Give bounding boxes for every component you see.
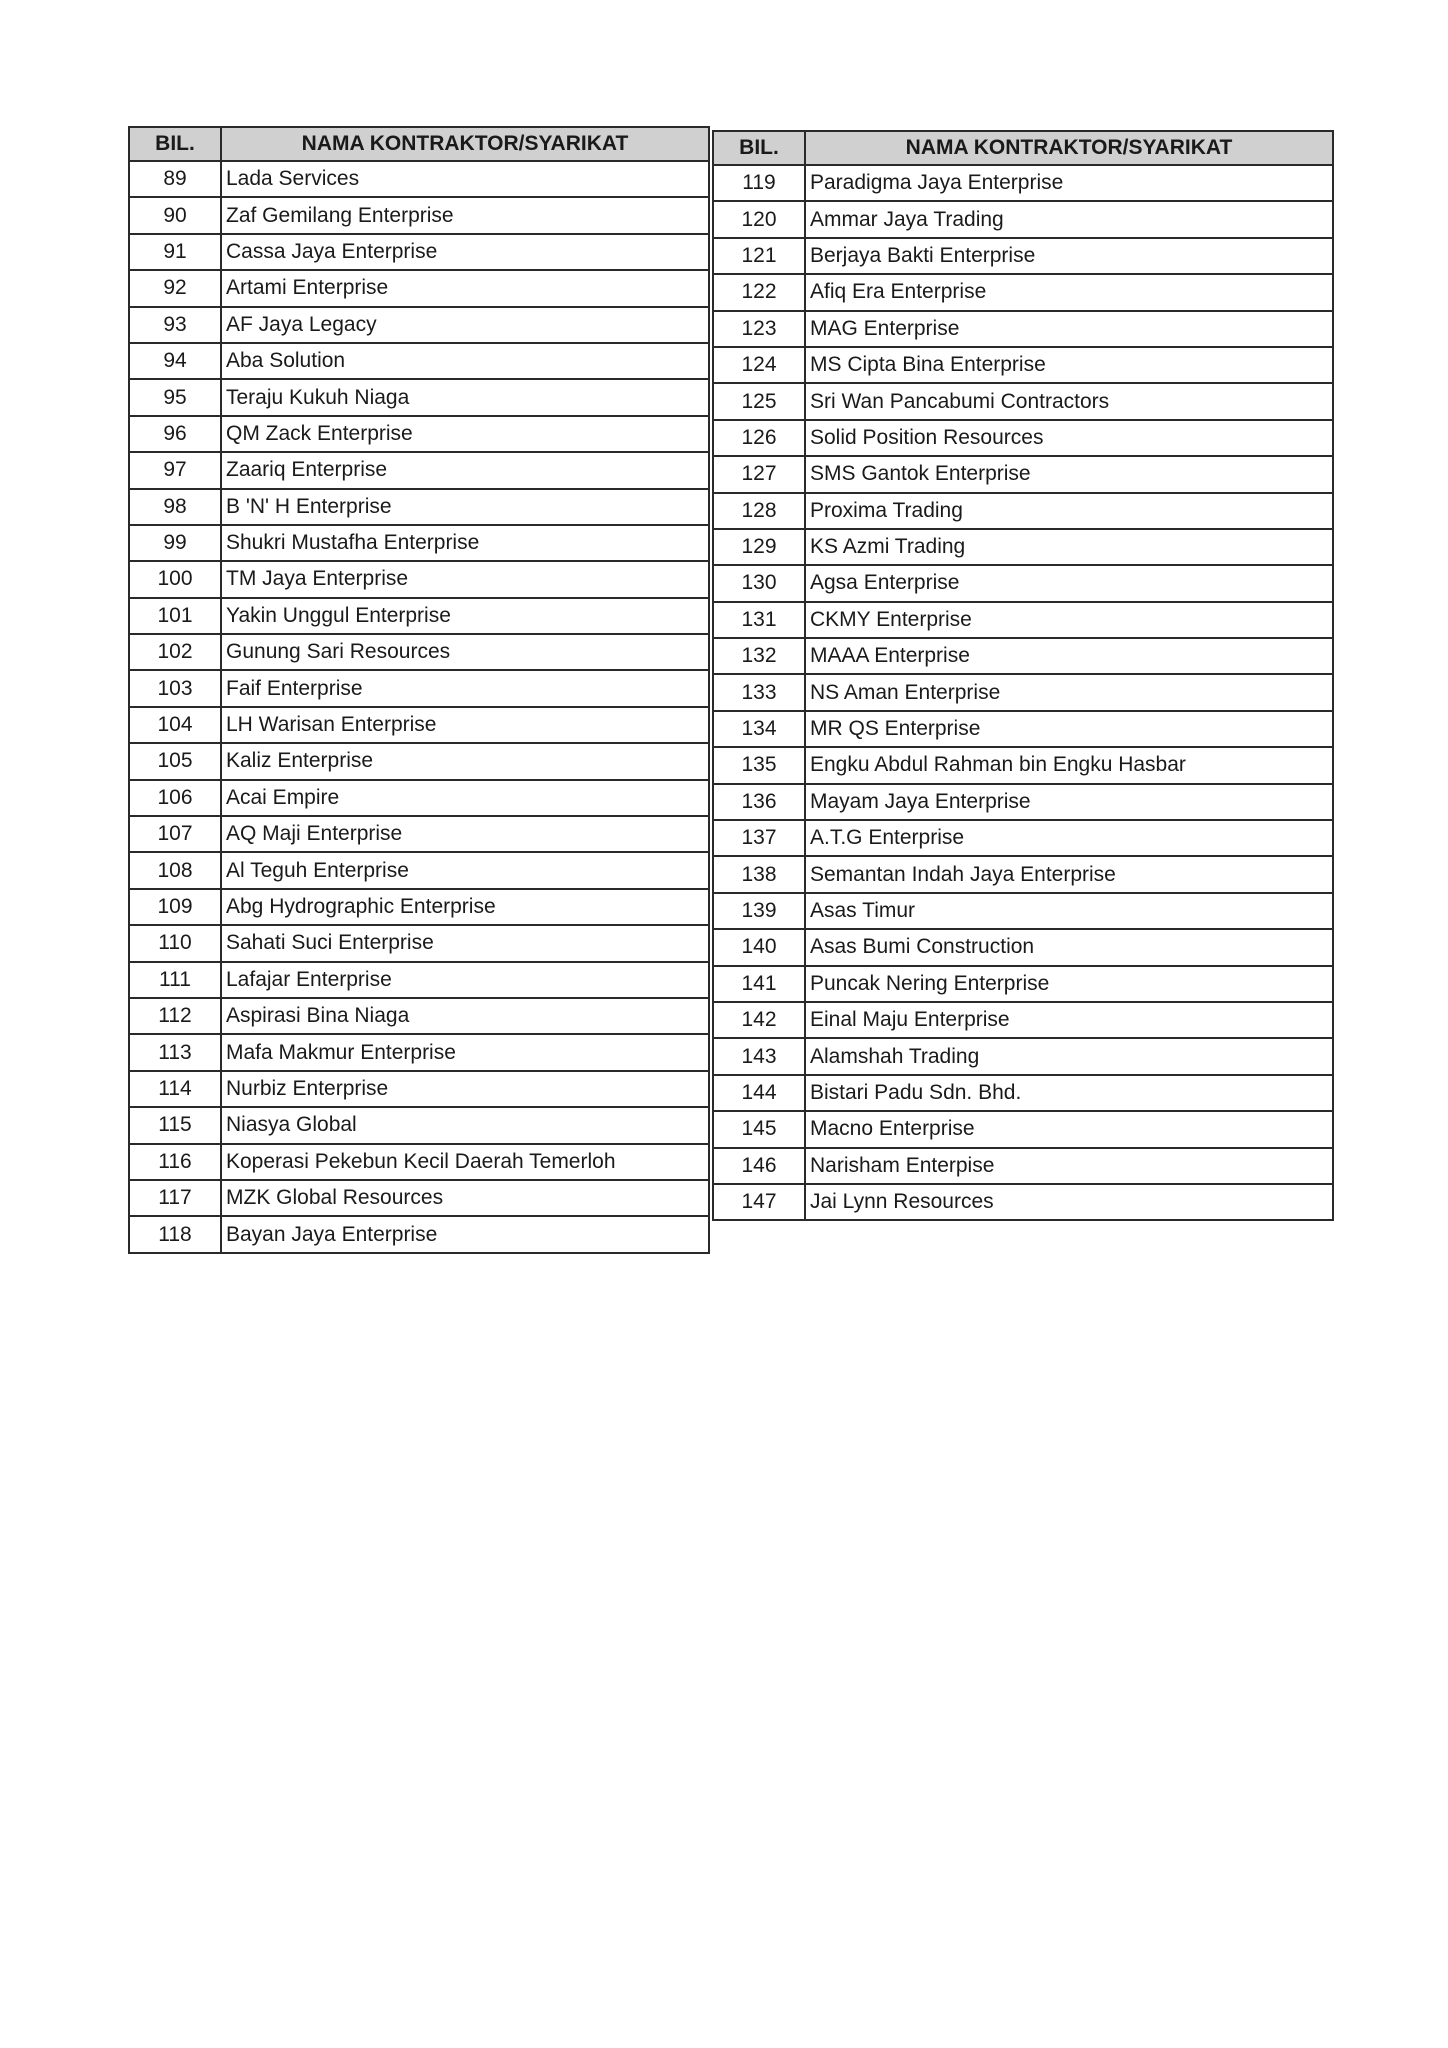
contractor-name: Lada Services	[221, 161, 709, 197]
contractor-table-left	[128, 126, 710, 1254]
contractor-name: Alamshah Trading	[805, 1038, 1333, 1074]
row-number: 102	[129, 634, 221, 670]
table-row	[713, 311, 1333, 347]
row-number: 130	[713, 565, 805, 601]
row-number: 116	[129, 1144, 221, 1180]
row-number: 132	[713, 638, 805, 674]
contractor-name: Faif Enterprise	[221, 670, 709, 706]
table-row	[129, 379, 709, 415]
contractor-name: Lafajar Enterprise	[221, 962, 709, 998]
row-number: 147	[713, 1184, 805, 1220]
table-body	[713, 165, 1333, 1220]
contractor-name: Abg Hydrographic Enterprise	[221, 889, 709, 925]
table-row	[713, 711, 1333, 747]
row-number: 146	[713, 1148, 805, 1184]
contractor-name: Kaliz Enterprise	[221, 743, 709, 779]
row-number: 92	[129, 270, 221, 306]
contractor-name: Cassa Jaya Enterprise	[221, 234, 709, 270]
contractor-name: Shukri Mustafha Enterprise	[221, 525, 709, 561]
row-number: 124	[713, 347, 805, 383]
table-row	[713, 493, 1333, 529]
table-row	[713, 565, 1333, 601]
row-number: 128	[713, 493, 805, 529]
contractor-name: Narisham Enterpise	[805, 1148, 1333, 1184]
contractor-name: Ammar Jaya Trading	[805, 201, 1333, 237]
contractor-name: Acai Empire	[221, 780, 709, 816]
row-number: 108	[129, 852, 221, 888]
row-number: 131	[713, 602, 805, 638]
contractor-name: MAG Enterprise	[805, 311, 1333, 347]
contractor-name: Artami Enterprise	[221, 270, 709, 306]
row-number: 136	[713, 784, 805, 820]
table-row	[713, 1075, 1333, 1111]
table-row	[713, 238, 1333, 274]
table-row	[713, 201, 1333, 237]
contractor-name: Yakin Unggul Enterprise	[221, 598, 709, 634]
table-row	[713, 456, 1333, 492]
table-row	[713, 1038, 1333, 1074]
contractor-name: SMS Gantok Enterprise	[805, 456, 1333, 492]
column-header-bil: BIL.	[129, 127, 221, 161]
row-number: 138	[713, 856, 805, 892]
table-row	[713, 529, 1333, 565]
contractor-name: B 'N' H Enterprise	[221, 489, 709, 525]
contractor-name: Nurbiz Enterprise	[221, 1071, 709, 1107]
table-row	[713, 784, 1333, 820]
table-row	[713, 602, 1333, 638]
row-number: 110	[129, 925, 221, 961]
contractor-name: KS Azmi Trading	[805, 529, 1333, 565]
table-row	[713, 820, 1333, 856]
table-row	[129, 1071, 709, 1107]
table-row	[129, 307, 709, 343]
row-number: 123	[713, 311, 805, 347]
table-row	[129, 962, 709, 998]
contractor-name: Asas Bumi Construction	[805, 929, 1333, 965]
row-number: 134	[713, 711, 805, 747]
table-row	[713, 1148, 1333, 1184]
contractor-name: Paradigma Jaya Enterprise	[805, 165, 1333, 201]
contractor-name: Agsa Enterprise	[805, 565, 1333, 601]
table-row	[129, 525, 709, 561]
table-row	[713, 1111, 1333, 1147]
row-number: 89	[129, 161, 221, 197]
row-number: 101	[129, 598, 221, 634]
contractor-name: AQ Maji Enterprise	[221, 816, 709, 852]
contractor-name: LH Warisan Enterprise	[221, 707, 709, 743]
contractor-name: Einal Maju Enterprise	[805, 1002, 1333, 1038]
row-number: 133	[713, 674, 805, 710]
row-number: 103	[129, 670, 221, 706]
table-row	[713, 638, 1333, 674]
table-header-row	[129, 127, 709, 161]
row-number: 97	[129, 452, 221, 488]
row-number: 137	[713, 820, 805, 856]
row-number: 96	[129, 416, 221, 452]
contractor-name: MZK Global Resources	[221, 1180, 709, 1216]
row-number: 90	[129, 197, 221, 233]
contractor-name: Aspirasi Bina Niaga	[221, 998, 709, 1034]
contractor-name: TM Jaya Enterprise	[221, 561, 709, 597]
table-row	[129, 743, 709, 779]
row-number: 91	[129, 234, 221, 270]
row-number: 112	[129, 998, 221, 1034]
table-row	[713, 420, 1333, 456]
table-row	[129, 852, 709, 888]
table-row	[129, 816, 709, 852]
row-number: 118	[129, 1216, 221, 1252]
table-row	[713, 674, 1333, 710]
contractor-name: Asas Timur	[805, 893, 1333, 929]
contractor-name: Macno Enterprise	[805, 1111, 1333, 1147]
column-header-nama: NAMA KONTRAKTOR/SYARIKAT	[221, 127, 709, 161]
table-row	[713, 1002, 1333, 1038]
contractor-name: Zaariq Enterprise	[221, 452, 709, 488]
table-row	[713, 274, 1333, 310]
table-row	[129, 925, 709, 961]
contractor-name: Semantan Indah Jaya Enterprise	[805, 856, 1333, 892]
row-number: 145	[713, 1111, 805, 1147]
contractor-name: Niasya Global	[221, 1107, 709, 1143]
contractor-name: Koperasi Pekebun Kecil Daerah Temerloh	[221, 1144, 709, 1180]
table-row	[129, 889, 709, 925]
contractor-name: Aba Solution	[221, 343, 709, 379]
row-number: 141	[713, 966, 805, 1002]
contractor-name: Sri Wan Pancabumi Contractors	[805, 383, 1333, 419]
table-row	[129, 452, 709, 488]
table-row	[129, 998, 709, 1034]
table-row	[129, 598, 709, 634]
row-number: 98	[129, 489, 221, 525]
table-row	[129, 1107, 709, 1143]
contractor-name: Zaf Gemilang Enterprise	[221, 197, 709, 233]
contractor-name: Jai Lynn Resources	[805, 1184, 1333, 1220]
contractor-name: MR QS Enterprise	[805, 711, 1333, 747]
row-number: 127	[713, 456, 805, 492]
row-number: 111	[129, 962, 221, 998]
row-number: 114	[129, 1071, 221, 1107]
table-row	[129, 197, 709, 233]
table-row	[129, 343, 709, 379]
contractor-name: Afiq Era Enterprise	[805, 274, 1333, 310]
table-row	[713, 347, 1333, 383]
table-header-row	[713, 131, 1333, 165]
contractor-name: Mafa Makmur Enterprise	[221, 1034, 709, 1070]
table-row	[129, 1216, 709, 1252]
contractor-name: QM Zack Enterprise	[221, 416, 709, 452]
contractor-name: MAAA Enterprise	[805, 638, 1333, 674]
table-row	[129, 1180, 709, 1216]
contractor-name: Bayan Jaya Enterprise	[221, 1216, 709, 1252]
contractor-name: Gunung Sari Resources	[221, 634, 709, 670]
row-number: 117	[129, 1180, 221, 1216]
table-row	[129, 416, 709, 452]
row-number: 100	[129, 561, 221, 597]
contractor-name: Teraju Kukuh Niaga	[221, 379, 709, 415]
table-row	[713, 1184, 1333, 1220]
table-row	[713, 165, 1333, 201]
row-number: 135	[713, 747, 805, 783]
contractor-name: A.T.G Enterprise	[805, 820, 1333, 856]
row-number: 95	[129, 379, 221, 415]
contractor-name: Sahati Suci Enterprise	[221, 925, 709, 961]
table-body	[129, 161, 709, 1253]
column-header-nama: NAMA KONTRAKTOR/SYARIKAT	[805, 131, 1333, 165]
row-number: 107	[129, 816, 221, 852]
table-row	[713, 966, 1333, 1002]
table-row	[129, 707, 709, 743]
table-row	[713, 383, 1333, 419]
table-row	[129, 1144, 709, 1180]
contractor-name: AF Jaya Legacy	[221, 307, 709, 343]
table-row	[129, 634, 709, 670]
row-number: 109	[129, 889, 221, 925]
row-number: 121	[713, 238, 805, 274]
row-number: 113	[129, 1034, 221, 1070]
contractor-name: NS Aman Enterprise	[805, 674, 1333, 710]
table-row	[129, 234, 709, 270]
contractor-name: Engku Abdul Rahman bin Engku Hasbar	[805, 747, 1333, 783]
contractor-name: Berjaya Bakti Enterprise	[805, 238, 1333, 274]
contractor-name: Proxima Trading	[805, 493, 1333, 529]
row-number: 106	[129, 780, 221, 816]
row-number: 120	[713, 201, 805, 237]
row-number: 105	[129, 743, 221, 779]
row-number: 94	[129, 343, 221, 379]
row-number: 125	[713, 383, 805, 419]
table-row	[713, 893, 1333, 929]
contractor-name: Solid Position Resources	[805, 420, 1333, 456]
contractor-name: Mayam Jaya Enterprise	[805, 784, 1333, 820]
row-number: 122	[713, 274, 805, 310]
column-header-bil: BIL.	[713, 131, 805, 165]
row-number: 126	[713, 420, 805, 456]
table-row	[129, 489, 709, 525]
row-number: 143	[713, 1038, 805, 1074]
table-row	[129, 670, 709, 706]
row-number: 139	[713, 893, 805, 929]
row-number: 142	[713, 1002, 805, 1038]
table-row	[713, 747, 1333, 783]
contractor-name: Puncak Nering Enterprise	[805, 966, 1333, 1002]
row-number: 129	[713, 529, 805, 565]
contractor-name: MS Cipta Bina Enterprise	[805, 347, 1333, 383]
row-number: 115	[129, 1107, 221, 1143]
table-row	[713, 929, 1333, 965]
row-number: 119	[713, 165, 805, 201]
table-row	[129, 561, 709, 597]
contractor-table-right	[712, 130, 1334, 1221]
row-number: 104	[129, 707, 221, 743]
row-number: 144	[713, 1075, 805, 1111]
table-row	[129, 1034, 709, 1070]
row-number: 93	[129, 307, 221, 343]
table-row	[129, 780, 709, 816]
row-number: 99	[129, 525, 221, 561]
contractor-name: Al Teguh Enterprise	[221, 852, 709, 888]
table-row	[713, 856, 1333, 892]
row-number: 140	[713, 929, 805, 965]
contractor-name: CKMY Enterprise	[805, 602, 1333, 638]
contractor-name: Bistari Padu Sdn. Bhd.	[805, 1075, 1333, 1111]
table-row	[129, 161, 709, 197]
table-row	[129, 270, 709, 306]
